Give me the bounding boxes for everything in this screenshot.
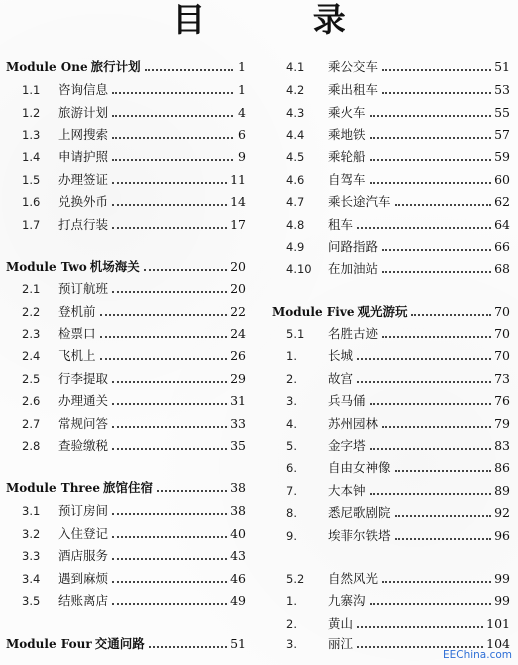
toc-entry: [272, 52, 510, 74]
toc-entry-label: 自由女神像: [328, 460, 391, 475]
toc-entry: [6, 586, 246, 608]
toc-entry-number: 3.3: [22, 549, 41, 563]
dot-leader: [157, 490, 227, 492]
toc-page-number: 76: [494, 393, 510, 408]
toc-entry-number: 2.: [286, 372, 297, 386]
module-en-name: Module One: [6, 60, 88, 74]
toc-page-number: 38: [230, 503, 246, 518]
toc-entry-label: 乘轮船: [328, 149, 366, 164]
toc-entry-label: 常规问答: [58, 416, 109, 431]
toc-entry-label: 上网搜索: [58, 127, 109, 142]
toc-entry: [272, 319, 510, 341]
toc-entry: [272, 609, 510, 631]
dot-leader: [382, 92, 491, 94]
toc-page-number: 1: [238, 82, 246, 97]
toc-entry-label: 问路指路: [328, 239, 379, 254]
toc-entry-label: 检票口: [58, 326, 96, 341]
toc-page-number: 70: [494, 348, 510, 363]
dot-leader: [370, 448, 492, 450]
toc-entry: [6, 187, 246, 209]
toc-page-number: 83: [494, 438, 510, 453]
dot-leader: [112, 182, 227, 184]
toc-entry-label: 在加油站: [328, 261, 379, 276]
toc-page-number: 64: [494, 217, 510, 232]
toc-entry-label: 预订房间: [58, 503, 109, 518]
toc-entry-number: 4.7: [286, 195, 305, 209]
toc-entry: [272, 120, 510, 142]
toc-entry-label: 乘出租车: [328, 82, 379, 97]
toc-entry-label: 办理签证: [58, 172, 109, 187]
toc-page-number: 43: [230, 548, 246, 563]
toc-entry-number: 3.: [286, 394, 297, 408]
dot-leader: [370, 137, 492, 139]
module-zh-name: 交通问路: [94, 636, 145, 651]
toc-entry-number: 5.2: [286, 572, 305, 586]
toc-page-number: 35: [230, 438, 246, 453]
toc-entry-label: 丽江: [328, 636, 354, 651]
toc-entry-number: 1.2: [22, 106, 41, 120]
toc-page-number: 51: [494, 59, 510, 74]
toc-entry-label: 金字塔: [328, 438, 366, 453]
toc-entry: [272, 187, 510, 209]
toc-entry: [272, 498, 510, 520]
toc-entry: [6, 519, 246, 541]
toc-page-number: 11: [230, 172, 246, 187]
toc-page-number: 20: [230, 281, 246, 296]
dot-leader: [112, 448, 227, 450]
toc-entry-label: 遇到麻烦: [58, 571, 109, 586]
dot-leader: [382, 249, 491, 251]
toc-page-number: 22: [230, 304, 246, 319]
dot-leader: [382, 581, 491, 583]
toc-entry-number: 2.7: [22, 417, 41, 431]
toc-entry-label: 申请护照: [58, 149, 109, 164]
toc-page-number: 59: [494, 149, 510, 164]
toc-entry-number: 7.: [286, 484, 297, 498]
dot-leader: [382, 271, 491, 273]
module-zh-name: 旅行计划: [90, 59, 141, 74]
dot-leader: [112, 403, 227, 405]
dot-leader: [370, 115, 492, 117]
module-en-name: Module Three: [6, 481, 101, 495]
module-en-name: Module Five: [272, 305, 355, 319]
toc-page-number: 101: [486, 616, 510, 631]
toc-entry-number: 2.1: [22, 282, 41, 296]
toc-page-number: 17: [230, 217, 246, 232]
toc-entry: [272, 564, 510, 586]
toc-entry-number: 5.1: [286, 327, 305, 341]
module-en-name: Module Two: [6, 260, 87, 274]
toc-page-number: 6: [238, 127, 246, 142]
toc-entry-label: 兵马俑: [328, 393, 366, 408]
toc-entry-number: 2.: [286, 617, 297, 631]
toc-page-number: 99: [494, 593, 510, 608]
toc-module-title: [272, 305, 407, 319]
toc-page-number: 20: [230, 259, 246, 274]
toc-entry: [6, 364, 246, 386]
toc-entry-number: 4.9: [286, 240, 305, 254]
toc-module-title: [6, 637, 145, 651]
toc-entry-number: 1.: [286, 594, 297, 608]
module-zh-name: 机场海关: [89, 259, 140, 274]
dot-leader: [112, 426, 227, 428]
toc-entry-label: 乘地铁: [328, 127, 366, 142]
toc-entry: [272, 98, 510, 120]
toc-entry-number: 2.3: [22, 327, 41, 341]
toc-entry-label: 故宫: [328, 371, 354, 386]
toc-entry-label: 黄山: [328, 616, 354, 631]
toc-entry-number: 1.5: [22, 173, 41, 187]
toc-entry-number: 8.: [286, 506, 297, 520]
toc-entry-number: 1.3: [22, 128, 41, 142]
dot-leader: [112, 227, 227, 229]
toc-entry: [6, 75, 246, 97]
dot-leader: [370, 493, 492, 495]
dot-leader: [357, 626, 483, 628]
toc-entry-number: 1.7: [22, 218, 41, 232]
dot-leader: [370, 403, 492, 405]
watermark: EEChina.com: [442, 649, 512, 661]
toc-entry-label: 埃菲尔铁塔: [328, 528, 391, 543]
toc-entry-number: 3.: [286, 637, 297, 651]
toc-entry-label: 长城: [328, 348, 354, 363]
toc-page-number: 73: [494, 371, 510, 386]
dot-leader: [100, 358, 228, 360]
toc-entry: [272, 629, 510, 651]
toc-entry-label: 登机前: [58, 304, 96, 319]
toc-entry-number: 4.1: [286, 60, 305, 74]
toc-page-number: 86: [494, 460, 510, 475]
toc-entry-number: 1.4: [22, 150, 41, 164]
toc-entry-label: 九寨沟: [328, 593, 366, 608]
toc-entry: [272, 142, 510, 164]
toc-entry: [272, 254, 510, 276]
toc-page-number: 66: [494, 239, 510, 254]
toc-page-number: 104: [486, 636, 510, 651]
toc-entry-label: 飞机上: [58, 348, 96, 363]
toc-entry-number: 2.4: [22, 349, 41, 363]
toc-entry-label: 咨询信息: [58, 82, 109, 97]
toc-entry: [6, 165, 246, 187]
toc-entry: [6, 431, 246, 453]
toc-page-number: 4: [238, 105, 246, 120]
toc-page-number: 70: [494, 326, 510, 341]
toc-page-number: 38: [230, 480, 246, 495]
toc-entry-number: 2.6: [22, 394, 41, 408]
dot-leader: [370, 182, 492, 184]
toc-entry-label: 自然风光: [328, 571, 379, 586]
dot-leader: [112, 115, 233, 117]
toc-entry-number: 4.6: [286, 173, 305, 187]
toc-entry-label: 大本钟: [328, 483, 366, 498]
toc-entry: [272, 165, 510, 187]
toc-page-number: 40: [230, 526, 246, 541]
dot-leader: [395, 204, 492, 206]
toc-module-heading: [272, 297, 510, 319]
toc-module-heading: [6, 252, 246, 274]
toc-entry-number: 2.2: [22, 305, 41, 319]
dot-leader: [112, 536, 227, 538]
dot-leader: [382, 426, 491, 428]
toc-entry: [272, 476, 510, 498]
toc-entry-number: 1.1: [22, 83, 41, 97]
dot-leader: [357, 358, 491, 360]
toc-entry-number: 3.2: [22, 527, 41, 541]
dot-leader: [357, 381, 491, 383]
dot-leader: [112, 603, 227, 605]
toc-entry-label: 悉尼歌剧院: [328, 505, 391, 520]
page-title: 目 录: [172, 0, 394, 39]
toc-entry-label: 旅游计划: [58, 105, 109, 120]
toc-entry: [272, 586, 510, 608]
dot-leader: [382, 336, 491, 338]
toc-entry-number: 4.4: [286, 128, 305, 142]
toc-entry-label: 预订航班: [58, 281, 109, 296]
toc-entry: [272, 386, 510, 408]
toc-entry-label: 行李提取: [58, 371, 109, 386]
toc-entry: [6, 98, 246, 120]
toc-page-number: 14: [230, 194, 246, 209]
toc-entry: [272, 364, 510, 386]
toc-entry-number: 2.5: [22, 372, 41, 386]
toc-entry: [6, 274, 246, 296]
toc-entry: [272, 409, 510, 431]
dot-leader: [144, 269, 227, 271]
toc-page-number: 92: [494, 505, 510, 520]
dot-leader: [395, 515, 492, 517]
toc-page-number: 46: [230, 571, 246, 586]
toc-entry-number: 5.: [286, 439, 297, 453]
dot-leader: [149, 646, 227, 648]
toc-entry-label: 租车: [328, 217, 354, 232]
toc-page-number: 24: [230, 326, 246, 341]
dot-leader: [370, 603, 492, 605]
toc-entry: [6, 120, 246, 142]
toc-entry-number: 3.5: [22, 594, 41, 608]
toc-entry-number: 4.2: [286, 83, 305, 97]
toc-entry-label: 结账离店: [58, 593, 109, 608]
dot-leader: [112, 92, 233, 94]
toc-entry: [6, 541, 246, 563]
toc-page-number: 1: [238, 59, 246, 74]
toc-entry: [272, 341, 510, 363]
toc-page-number: 55: [494, 105, 510, 120]
toc-entry: [272, 210, 510, 232]
toc-page-number: 51: [230, 636, 246, 651]
module-zh-name: 观光游玩: [357, 304, 408, 319]
toc-entry: [6, 341, 246, 363]
dot-leader: [112, 381, 227, 383]
dot-leader: [411, 314, 491, 316]
toc-page-number: 26: [230, 348, 246, 363]
dot-leader: [100, 314, 228, 316]
toc-entry-number: 6.: [286, 461, 297, 475]
toc-page-number: 49: [230, 593, 246, 608]
toc-page-number: 62: [494, 194, 510, 209]
dot-leader: [100, 336, 228, 338]
toc-entry: [6, 210, 246, 232]
toc-entry-number: 9.: [286, 529, 297, 543]
toc-entry-number: 4.: [286, 417, 297, 431]
toc-page-number: 53: [494, 82, 510, 97]
dot-leader: [145, 69, 233, 71]
module-en-name: Module Four: [6, 637, 92, 651]
toc-entry-number: 1.: [286, 349, 297, 363]
toc-page-number: 89: [494, 483, 510, 498]
toc-entry-label: 入住登记: [58, 526, 109, 541]
dot-leader: [370, 159, 492, 161]
toc-entry: [6, 386, 246, 408]
toc-module-title: [6, 260, 140, 274]
toc-entry: [272, 521, 510, 543]
toc-page-number: 33: [230, 416, 246, 431]
module-zh-name: 旅馆住宿: [103, 480, 154, 495]
toc-module-title: [6, 60, 141, 74]
dot-leader: [112, 204, 227, 206]
dot-leader: [112, 513, 227, 515]
toc-entry-label: 查验缴税: [58, 438, 109, 453]
toc-entry-label: 酒店服务: [58, 548, 109, 563]
toc-page-number: 57: [494, 127, 510, 142]
toc-page-number: 31: [230, 393, 246, 408]
dot-leader: [382, 69, 491, 71]
toc-module-heading: [6, 52, 246, 74]
toc-page-number: 96: [494, 528, 510, 543]
toc-entry-number: 1.6: [22, 195, 41, 209]
toc-entry-label: 乘火车: [328, 105, 366, 120]
toc-entry-label: 乘长途汽车: [328, 194, 391, 209]
toc-entry: [6, 496, 246, 518]
toc-page-number: 99: [494, 571, 510, 586]
toc-entry: [272, 453, 510, 475]
dot-leader: [112, 137, 233, 139]
toc-entry-number: 4.10: [286, 262, 312, 276]
dot-leader: [395, 470, 492, 472]
toc-page-number: 68: [494, 261, 510, 276]
toc-entry: [6, 297, 246, 319]
toc-entry-number: 2.8: [22, 439, 41, 453]
toc-module-heading: [6, 473, 246, 495]
dot-leader: [112, 159, 233, 161]
toc-entry-label: 自驾车: [328, 172, 366, 187]
dot-leader: [112, 291, 227, 293]
dot-leader: [112, 581, 227, 583]
toc-entry-number: 4.3: [286, 106, 305, 120]
toc-entry: [272, 431, 510, 453]
toc-entry-label: 苏州园林: [328, 416, 379, 431]
toc-entry: [272, 232, 510, 254]
toc-entry: [6, 319, 246, 341]
toc-page-number: 79: [494, 416, 510, 431]
toc-page-number: 29: [230, 371, 246, 386]
dot-leader: [357, 646, 483, 648]
toc-entry-number: 3.1: [22, 504, 41, 518]
toc-page-number: 60: [494, 172, 510, 187]
toc-module-heading: [6, 629, 246, 651]
dot-leader: [112, 558, 227, 560]
toc-entry: [272, 75, 510, 97]
toc-entry-label: 名胜古迹: [328, 326, 379, 341]
toc-entry-label: 乘公交车: [328, 59, 379, 74]
toc-entry-label: 打点行装: [58, 217, 109, 232]
toc-module-title: [6, 481, 153, 495]
toc-page-number: 70: [494, 304, 510, 319]
toc-entry-label: 兑换外币: [58, 194, 109, 209]
toc-entry-number: 4.8: [286, 218, 305, 232]
toc-entry: [6, 564, 246, 586]
toc-entry-number: 3.4: [22, 572, 41, 586]
toc-entry-number: 4.5: [286, 150, 305, 164]
toc-entry: [6, 142, 246, 164]
dot-leader: [395, 538, 492, 540]
dot-leader: [357, 227, 491, 229]
toc-entry: [6, 409, 246, 431]
toc-entry-label: 办理通关: [58, 393, 109, 408]
toc-page-number: 9: [238, 149, 246, 164]
